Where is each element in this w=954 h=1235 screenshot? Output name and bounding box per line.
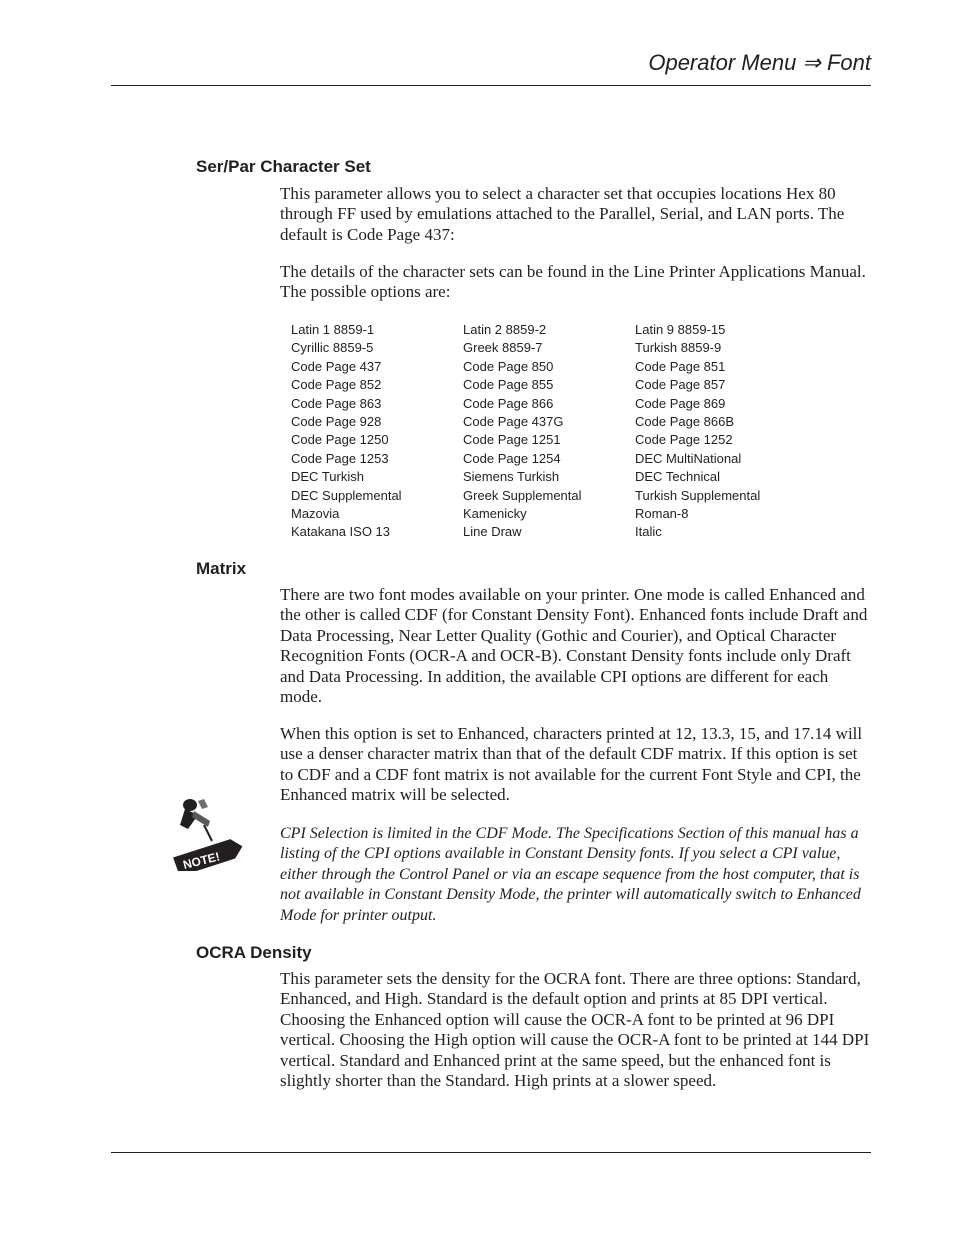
character-set-option: Code Page 863 (291, 395, 382, 411)
ocra-paragraph-1: This parameter sets the density for the OCRA font. There are three options: Standard, Enhanced, and High. Standard is the default option and prints at 85 DPI vertical. Choosing the Enhanced option will cause the OCR-A font to be printed at 96 DPI vertical. Choosing the High option will cause the OCR-A font to be printed at 144 DPI vertical. Standard and Enhanced print at the same speed, but the enhanced font is slightly shorter than the Standard. High prints at a slower speed. (280, 969, 870, 1091)
note-text: CPI Selection is limited in the CDF Mode. The Specifications Section of this manual has a listing of the CPI options available in Constant Density fonts. If you select a CPI value, either through the Control Panel or via an escape sequence from the host computer, that is not available in Constant Density Mode, the printer will automatically switch to Enhanced Mode for printer output. (280, 825, 861, 924)
character-set-option: Turkish Supplemental (635, 487, 761, 503)
header-rule (111, 85, 871, 86)
character-set-option: Code Page 1254 (463, 450, 561, 466)
character-set-option: Code Page 1252 (635, 432, 733, 448)
character-set-option: Code Page 869 (635, 395, 726, 411)
matrix-heading: Matrix (196, 559, 247, 578)
character-set-option: Code Page 855 (463, 377, 554, 393)
character-set-option: Kamenicky (463, 505, 527, 521)
character-set-option: Turkish 8859-9 (635, 340, 722, 356)
character-set-option: Siemens Turkish (463, 469, 560, 485)
character-set-option: Code Page 1253 (291, 450, 389, 466)
character-set-option: Code Page 850 (463, 358, 554, 374)
character-set-option: Latin 2 8859-2 (463, 322, 547, 337)
note-label: NOTE! (181, 849, 222, 871)
note-pushpin-icon (168, 795, 248, 871)
matrix-paragraph-2: When this option is set to Enhanced, characters printed at 12, 13.3, 15, and 17.14 will use a denser character matrix than that of the default CDF matrix. If this option is set to CDF and a CDF font matrix is not available for the current Font Style and CPI, the Enhanced matrix will be selected. (280, 724, 863, 805)
character-set-option: Code Page 852 (291, 377, 382, 393)
character-set-options-table (291, 321, 807, 542)
character-set-option: Cyrillic 8859-5 (291, 340, 374, 356)
character-set-option: Mazovia (291, 505, 340, 521)
character-set-option: Greek Supplemental (463, 487, 582, 503)
serpar-paragraph-2: The details of the character sets can be found in the Line Printer Applications Manual. The possible options are: (280, 262, 866, 302)
character-set-option: Line Draw (463, 524, 522, 540)
character-set-option: Code Page 928 (291, 413, 382, 429)
character-set-option: DEC Technical (635, 469, 721, 485)
character-set-option: Code Page 851 (635, 358, 726, 374)
character-set-option: Latin 1 8859-1 (291, 322, 375, 337)
matrix-paragraph-1: There are two font modes available on your printer. One mode is called Enhanced and the other is called CDF (for Constant Density Font). Enhanced fonts include Draft and Data Processing, Near Letter Quality (Gothic and Courier), and Optical Character Recognition Fonts (OCR-A and OCR-B). Constant Density fonts include only Draft and Data Processing. In addition, the available CPI options are different for each mode. (280, 585, 868, 707)
serpar-heading: Ser/Par Character Set (196, 157, 371, 176)
character-set-option: Code Page 437G (463, 413, 564, 429)
character-set-option: Code Page 857 (635, 377, 726, 393)
footer-rule (111, 1152, 871, 1153)
character-set-option: Greek 8859-7 (463, 340, 543, 356)
character-set-option: Code Page 866 (463, 395, 554, 411)
serpar-paragraph-1: This parameter allows you to select a character set that occupies locations Hex 80 through FF used by emulations attached to the Parallel, Serial, and LAN ports. The default is Code Page 437: (280, 184, 845, 244)
page-header-title: Operator Menu ⇒ Font (648, 50, 871, 75)
character-set-option: DEC Supplemental (291, 487, 402, 503)
character-set-option: DEC Turkish (291, 469, 364, 485)
character-set-option: Latin 9 8859-15 (635, 322, 726, 337)
character-set-option: DEC MultiNational (635, 450, 742, 466)
character-set-option: Code Page 1250 (291, 432, 389, 448)
character-set-option: Italic (635, 524, 662, 540)
character-set-option: Roman-8 (635, 505, 689, 521)
character-set-option: Code Page 437 (291, 358, 382, 374)
ocra-heading: OCRA Density (196, 943, 312, 962)
character-set-option: Code Page 866B (635, 413, 735, 429)
character-set-option: Katakana ISO 13 (291, 524, 391, 540)
character-set-option: Code Page 1251 (463, 432, 561, 448)
